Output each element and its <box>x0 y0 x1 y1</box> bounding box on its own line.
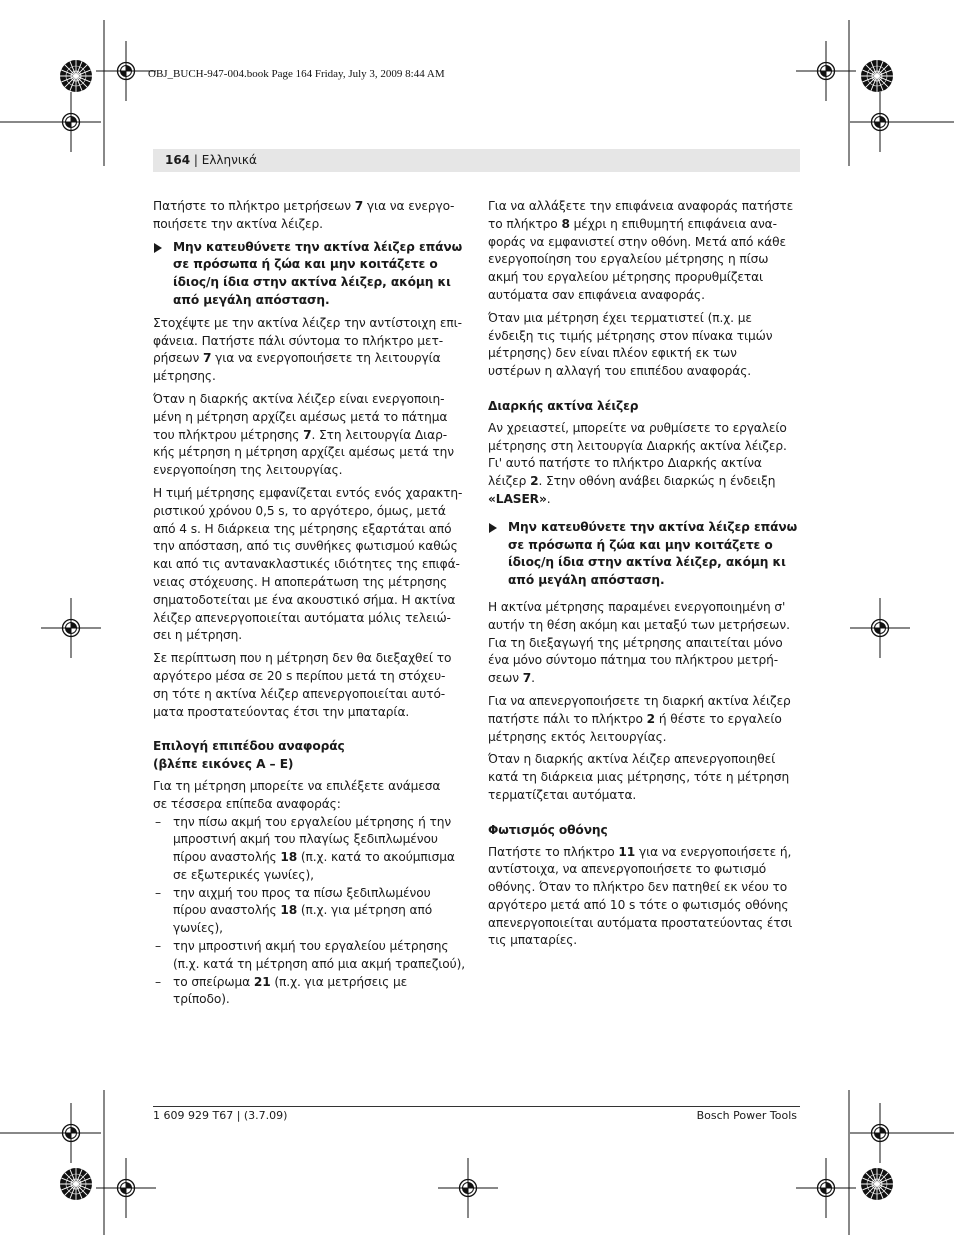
paragraph: Η ακτίνα μέτρησης παραμένει ενεργοποιημένη σ' αυτήν τη θέση ακόμη και μεταξύ των μετρήσεων. Για τη διεξαγωγή της μέτρησης απαιτείται μόνο ένα μόνο σύντομο πάτημα του πλήκτρου μετρή- σεων 7. <box>488 599 790 686</box>
page-header-bar <box>153 149 800 172</box>
laser-warning <box>153 239 466 310</box>
paragraph: Η τιμή μέτρησης εμφανίζεται εντός ενός χαρακτη- ριστικού χρόνου 0,5 s, το αργότερο, όμως, μετά από 4 s. Η διάρκεια της μέτρησης εξαρτάται από την απόσταση, από τις συνθήκες φωτισμού καθώς και από τις αντανακλαστικές ιδιότητες της επιφά- νειας στόχευσης. Η αποπεράτωση της μέτρησης σηματοδοτείται με ένα ακουστικό σήμα. Η ακτίνα λέιζερ απενεργοποιείται αυτόματα μόλις τελειώ- σει η μέτρηση. <box>153 485 463 643</box>
warning-triangle-icon <box>489 523 497 533</box>
dash-bullet: – <box>155 885 161 900</box>
paragraph: Όταν η διαρκής ακτίνα λέιζερ είναι ενεργοποιη- μένη η μέτρηση αρχίζει αμέσως μετά το πάτημα του πλήκτρου μέτρησης 7. Στη λειτουργία Διαρ- κής μέτρηση η μέτρηση αρχίζει αμέσως μετά την ενεργοποίηση της λειτουργίας. <box>153 391 454 478</box>
list-item-text: το σπείρωμα 21 (π.χ. για μετρήσεις με τρίποδο). <box>173 974 408 1007</box>
paragraph: Όταν η διαρκής ακτίνα λέιζερ απενεργοποιηθεί κατά τη διάρκεια μιας μέτρησης, τότε η μέτρηση τερματίζεται αυτόματα. <box>488 752 790 802</box>
paragraph: Πατήστε το πλήκτρο 11 για να ενεργοποιήσετε ή, αντίστοιχα, να απενεργοποιήσετε το φωτισμό οθόνης. Όταν το πλήκτρο δεν πατηθεί εκ νέου το αργότερο μετά από 10 s τότε ο φωτισμός οθόνης απενεργοποιείται αυτόματα προστατεύοντας έτσι τις μπαταρίες. <box>488 844 793 948</box>
paragraph: Για να αλλάξετε την επιφάνεια αναφοράς πατήστε το πλήκτρο 8 μέχρι η επιθυμητή επιφάνεια ανα- φοράς να εμφανιστεί στην οθόνη. Μετά από κάθε ενεργοποίηση του εργαλείου μέτρησης η πίσω ακμή του εργαλείου μέτρησης προρυθμίζεται αυτόματα σαν επιφάνεια αναφοράς. <box>488 199 794 302</box>
section-heading-reference-level: Επιλογή επιπέδου αναφοράς (βλέπε εικόνες A – E) <box>153 739 345 772</box>
warning-text: Μην κατευθύνετε την ακτίνα λέιζερ επάνω σε πρόσωπα ή ζώα και μην κοιτάζετε ο ίδιος/η ίδια στην ακτίνα λέιζερ, ακόμη κι από μεγάλη απόσταση. <box>508 519 798 588</box>
right-column <box>488 198 801 955</box>
footer-brand: Bosch Power Tools <box>696 1109 797 1122</box>
section-heading-continuous-laser: Διαρκής ακτίνα λέιζερ <box>488 398 639 413</box>
paragraph: Αν χρειαστεί, μπορείτε να ρυθμίσετε το εργαλείο μέτρησης στη λειτουργία Διαρκής ακτίνα λέιζερ. Γι' αυτό πατήστε το πλήκτρο Διαρκής ακτίνα λέιζερ 2. Στην οθόνη ανάβει διαρκώς η ένδειξη «LASER». <box>488 420 787 506</box>
header-language: Ελληνικά <box>201 153 257 167</box>
laser-warning <box>488 519 801 590</box>
reference-level-list <box>153 814 466 1010</box>
left-column <box>153 198 466 1014</box>
header-separator: | <box>190 153 202 167</box>
page-number: 164 <box>165 153 191 167</box>
list-item <box>153 814 466 885</box>
list-item-text: την αιχμή του προς τα πίσω ξεδιπλωμένου πίρου αναστολής 18 (π.χ. για μέτρηση από γωνίες), <box>173 885 433 936</box>
print-info-line: OBJ_BUCH-947-004.book Page 164 Friday, July 3, 2009 8:44 AM <box>148 68 445 80</box>
paragraph: Όταν μια μέτρηση έχει τερματιστεί (π.χ. με ένδειξη τις τιμής μέτρησης στον πίνακα τιμών μέτρησης) δεν είναι πλέον εφικτή εκ των υστέρων η αλλαγή του επιπέδου αναφοράς. <box>488 310 773 379</box>
list-item-text: την μπροστινή ακμή του εργαλείου μέτρησης (π.χ. κατά τη μέτρηση από μια ακμή τραπεζιού), <box>173 939 465 971</box>
dash-bullet: – <box>155 974 161 989</box>
warning-text: Μην κατευθύνετε την ακτίνα λέιζερ επάνω σε πρόσωπα ή ζώα και μην κοιτάζετε ο ίδιος/η ίδια στην ακτίνα λέιζερ, ακόμη κι από μεγάλη απόσταση. <box>173 239 463 307</box>
section-heading-display-lighting: Φωτισμός οθόνης <box>488 822 608 837</box>
footer-rule <box>153 1106 800 1107</box>
dash-bullet: – <box>155 939 161 954</box>
list-item <box>153 885 466 938</box>
paragraph: Σε περίπτωση που η μέτρηση δεν θα διεξαχθεί το αργότερο μέσα σε 20 s περίπου μετά τη στόχευ- ση τότε η ακτίνα λέιζερ απενεργοποιείται αυτό- ματα προστατεύοντας έτσι την μπαταρία. <box>153 651 452 719</box>
page-header <box>165 153 257 167</box>
list-item-text: την πίσω ακμή του εργαλείου μέτρησης ή την μπροστινή ακμή του πλαγίως ξεδιπλωμένου πίρου αναστολής 18 (π.χ. κατά το ακούμπισμα σε εξωτερικές γωνίες), <box>173 814 455 882</box>
list-item <box>153 938 466 974</box>
footer-doc-number: 1 609 929 T67 | (3.7.09) <box>153 1109 288 1122</box>
paragraph: Πατήστε το πλήκτρο μετρήσεων 7 για να ενεργο- ποιήσετε την ακτίνα λέιζερ. <box>153 199 455 231</box>
paragraph: Για τη μέτρηση μπορείτε να επιλέξετε ανάμεσα σε τέσσερα επίπεδα αναφοράς: <box>153 778 441 811</box>
paragraph: Για να απενεργοποιήσετε τη διαρκή ακτίνα λέιζερ πατήστε πάλι το πλήκτρο 2 ή θέστε το εργαλείο μέτρησης εκτός λειτουργίας. <box>488 693 791 744</box>
dash-bullet: – <box>155 814 161 829</box>
list-item <box>153 974 466 1010</box>
warning-triangle-icon <box>154 243 162 253</box>
paragraph: Στοχέψτε με την ακτίνα λέιζερ την αντίστοιχη επι- φάνεια. Πατήστε πάλι σύντομα το πλήκτρο μετ- ρήσεων 7 για να ενεργοποιήσετε τη λειτουργία μέτρησης. <box>153 315 462 384</box>
